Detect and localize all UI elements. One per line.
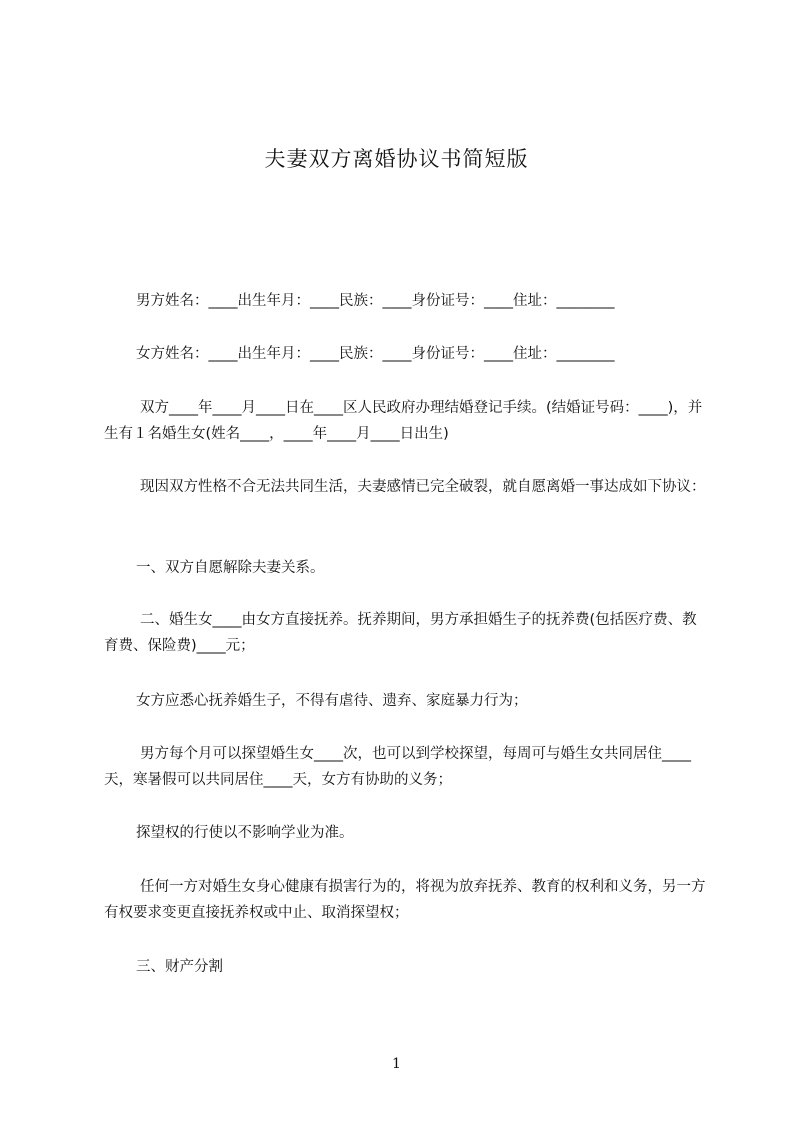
paragraph-custody-duty: 女方应悉心抚养婚生子，不得有虐待、遗弃、家庭暴力行为； <box>136 693 528 709</box>
paragraph-male-info: 男方姓名：____出生年月：____民族：____身份证号：____住址：________ <box>136 293 615 309</box>
paragraph-marriage-registration: 双方____年____月____日在____区人民政府办理结婚登记手续。(结婚证号码：____)，并生有１名婚生女(姓名____，____年____月____日出生) <box>104 400 703 442</box>
paragraph-female-info: 女方姓名：____出生年月：____民族：____身份证号：____住址：________ <box>136 346 615 362</box>
document-title: 夫妻双方离婚协议书简短版 <box>264 147 529 171</box>
page-number: 1 <box>392 1056 401 1072</box>
clause-1: 一、双方自愿解除夫妻关系。 <box>136 560 325 576</box>
paragraph-reason: 现因双方性格不合无法共同生活，夫妻感情已完全破裂，就自愿离婚一事达成如下协议： <box>140 479 706 495</box>
paragraph-harm-clause: 任何一方对婚生女身心健康有损害行为的，将视为放弃抚养、教育的权利和义务，另一方有权要求变更直接抚养权或中止、取消探望权； <box>104 879 706 921</box>
clause-3-heading: 三、财产分割 <box>136 959 223 975</box>
clause-2: 二、婚生女____由女方直接抚养。抚养期间，男方承担婚生子的抚养费(包括医疗费、教育费、保险费)____元； <box>104 612 697 654</box>
paragraph-visitation-limit: 探望权的行使以不影响学业为准。 <box>136 825 354 841</box>
paragraph-visitation: 男方每个月可以探望婚生女____次，也可以到学校探望，每周可与婚生女共同居住____天，寒暑假可以共同居住____天，女方有协助的义务； <box>104 746 691 788</box>
